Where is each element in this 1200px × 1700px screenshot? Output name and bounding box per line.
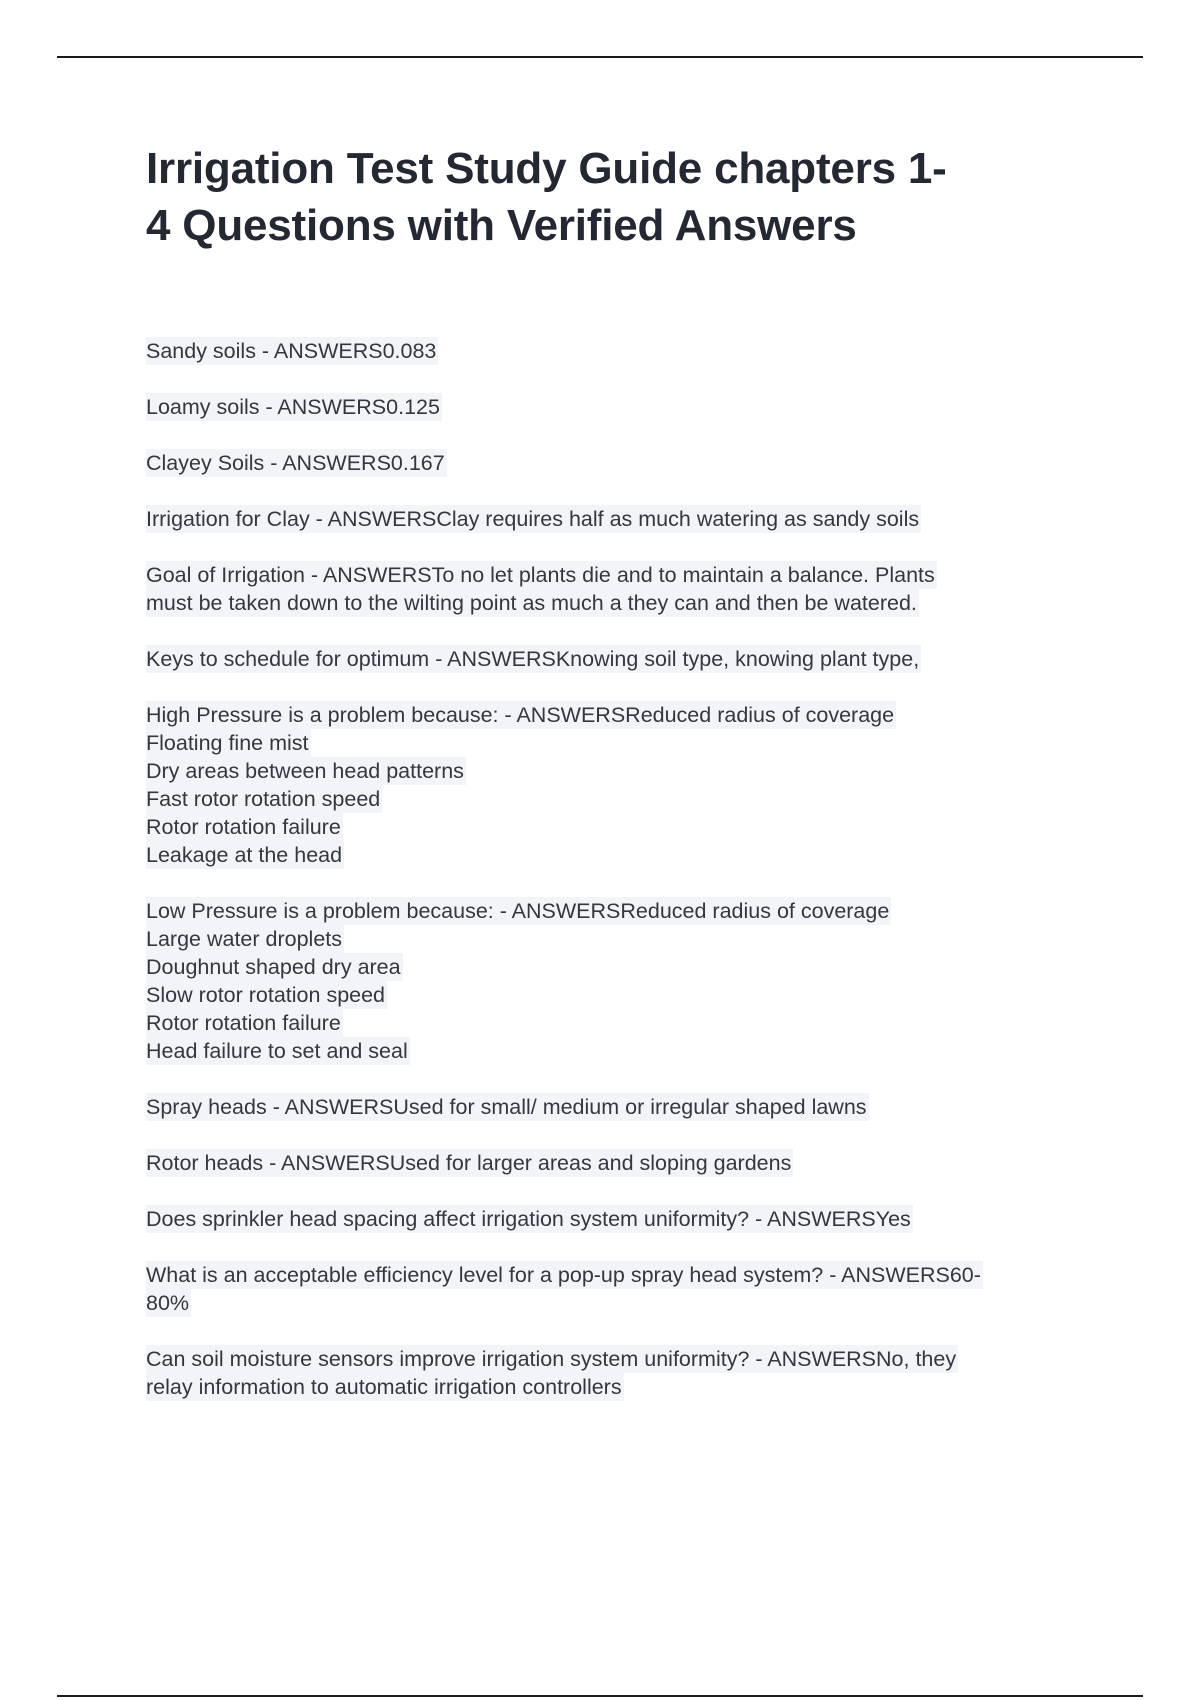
qa-entry bbox=[146, 1205, 1106, 1233]
qa-entry bbox=[146, 701, 1106, 869]
qa-list bbox=[146, 337, 1106, 1401]
qa-line: Leakage at the head bbox=[146, 843, 343, 867]
qa-line: High Pressure is a problem because: - ANSWERSReduced radius of coverage bbox=[146, 703, 895, 727]
qa-entry bbox=[146, 1345, 1106, 1401]
qa-entry bbox=[146, 393, 1106, 421]
qa-line: Large water droplets bbox=[146, 927, 342, 951]
qa-line: Sandy soils - ANSWERS0.083 bbox=[146, 339, 437, 363]
qa-entry bbox=[146, 561, 1106, 617]
qa-entry bbox=[146, 645, 1106, 673]
qa-entry bbox=[146, 1149, 1106, 1177]
qa-entry bbox=[146, 505, 1106, 533]
footer-rule bbox=[57, 1695, 1143, 1697]
qa-line: Slow rotor rotation speed bbox=[146, 983, 386, 1007]
qa-entry bbox=[146, 337, 1106, 365]
qa-line: 80% bbox=[146, 1291, 190, 1315]
qa-line: Fast rotor rotation speed bbox=[146, 787, 381, 811]
qa-line: Keys to schedule for optimum - ANSWERSKnowing soil type, knowing plant type, bbox=[146, 647, 920, 671]
qa-line: Rotor rotation failure bbox=[146, 815, 341, 839]
qa-entry bbox=[146, 1093, 1106, 1121]
qa-line: Floating fine mist bbox=[146, 731, 309, 755]
qa-line: Dry areas between head patterns bbox=[146, 759, 464, 783]
qa-entry bbox=[146, 449, 1106, 477]
qa-line: Clayey Soils - ANSWERS0.167 bbox=[146, 451, 445, 475]
qa-line: Loamy soils - ANSWERS0.125 bbox=[146, 395, 440, 419]
qa-line: Rotor heads - ANSWERSUsed for larger areas and sloping gardens bbox=[146, 1151, 792, 1175]
title-line: 4 Questions with Verified Answers bbox=[146, 201, 857, 250]
qa-line: Irrigation for Clay - ANSWERSClay requires half as much watering as sandy soils bbox=[146, 507, 920, 531]
document-title bbox=[146, 140, 1106, 254]
title-line: Irrigation Test Study Guide chapters 1- bbox=[146, 144, 947, 193]
qa-line: Rotor rotation failure bbox=[146, 1011, 341, 1035]
header-rule bbox=[57, 56, 1143, 58]
qa-line: Does sprinkler head spacing affect irrigation system uniformity? - ANSWERSYes bbox=[146, 1207, 911, 1231]
qa-line: must be taken down to the wilting point as much a they can and then be watered. bbox=[146, 591, 917, 615]
qa-line: Head failure to set and seal bbox=[146, 1039, 408, 1063]
document-body bbox=[146, 140, 1106, 1429]
qa-line: Doughnut shaped dry area bbox=[146, 955, 401, 979]
qa-entry bbox=[146, 897, 1106, 1065]
qa-entry bbox=[146, 1261, 1106, 1317]
qa-line: Spray heads - ANSWERSUsed for small/ medium or irregular shaped lawns bbox=[146, 1095, 867, 1119]
qa-line: What is an acceptable efficiency level for a pop-up spray head system? - ANSWERS60- bbox=[146, 1263, 981, 1287]
qa-line: Low Pressure is a problem because: - ANSWERSReduced radius of coverage bbox=[146, 899, 890, 923]
qa-line: Can soil moisture sensors improve irrigation system uniformity? - ANSWERSNo, they bbox=[146, 1347, 957, 1371]
qa-line: relay information to automatic irrigation controllers bbox=[146, 1375, 622, 1399]
qa-line: Goal of Irrigation - ANSWERSTo no let plants die and to maintain a balance. Plants bbox=[146, 563, 935, 587]
